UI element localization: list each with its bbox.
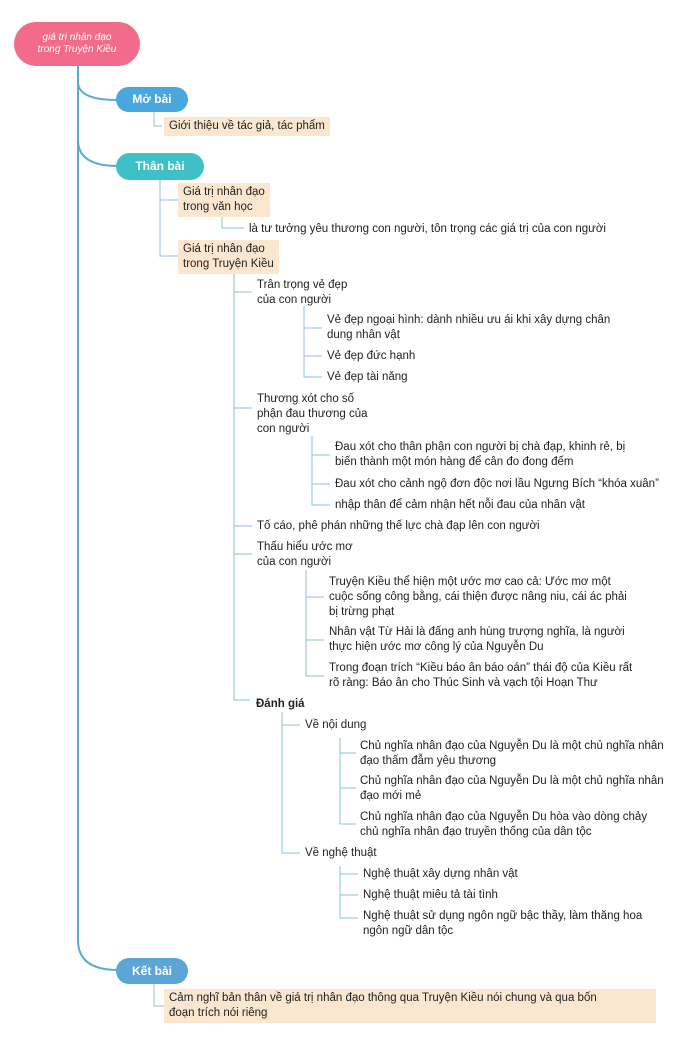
main-branches: [78, 66, 118, 970]
ve-nghe-thuat-node[interactable]: Về nghệ thuật: [305, 847, 377, 859]
thuong-xot-child-2[interactable]: Đau xót cho cảnh ngộ đơn độc nơi lầu Ngưng Bích “khóa xuân”: [335, 478, 659, 490]
thau-hieu-child-3[interactable]: [329, 661, 632, 691]
root-topic-line2: trong Truyện Kiều: [37, 44, 117, 55]
noi-dung-child-2[interactable]: [360, 774, 664, 804]
gia-tri-van-hoc-line2: trong văn học: [183, 201, 253, 213]
ve-noi-dung-node[interactable]: Về nội dung: [305, 719, 367, 731]
danh-gia-node[interactable]: Đánh giá: [256, 698, 305, 710]
tran-trong-child-1-line1: Vẻ đẹp ngoại hình: dành nhiều ưu ái khi xây dựng chân: [327, 314, 611, 326]
thuong-xot-child-3[interactable]: nhập thân để cảm nhận hết nỗi đau của nhân vật: [335, 499, 586, 511]
tran-trong-child-1[interactable]: [327, 313, 610, 343]
nghe-thuat-child-3-line1: Nghệ thuật sử dụng ngôn ngữ bậc thầy, làm thăng hoa: [363, 910, 643, 922]
tran-trong-child-2[interactable]: Vẻ đẹp đức hạnh: [327, 350, 416, 362]
ket-bai-child[interactable]: [164, 989, 656, 1023]
thuong-xot-child-1[interactable]: [335, 440, 625, 470]
tran-trong-line2: của con người: [257, 294, 332, 306]
thau-hieu-child-2-line1: Nhân vật Từ Hải là đấng anh hùng trượng nghĩa, là người: [329, 626, 625, 638]
noi-dung-child-3-line1: Chủ nghĩa nhân đạo của Nguyễn Du hòa vào dòng chảy: [360, 811, 648, 823]
thau-hieu-line2: của con người: [257, 556, 332, 568]
ket-bai-child-line2: đoạn trích nói riêng: [169, 1007, 268, 1019]
to-cao-node[interactable]: Tố cáo, phê phán những thế lực chà đạp lên con người: [257, 520, 540, 532]
nghe-thuat-child-3[interactable]: [363, 909, 642, 939]
gia-tri-van-hoc-line1: Giá trị nhân đạo: [183, 186, 265, 198]
thuong-xot-node[interactable]: [257, 392, 368, 437]
thau-hieu-child-1-line3: bị trừng phạt: [329, 606, 395, 618]
thau-hieu-child-2-line2: thực hiện ước mơ công lý của Nguyễn Du: [329, 641, 544, 653]
mo-bai-child[interactable]: Giới thiệu về tác giả, tác phẩm: [164, 117, 330, 136]
tran-trong-line1: Trân trọng vẻ đẹp: [257, 279, 348, 291]
gia-tri-truyen-kieu-node[interactable]: [178, 240, 279, 274]
thau-hieu-line1: Thấu hiểu ước mơ: [257, 541, 353, 553]
thau-hieu-child-2[interactable]: [329, 625, 625, 655]
thau-hieu-child-1-line1: Truyện Kiều thể hiện một ước mơ cao cả: Ước mơ một: [329, 576, 611, 588]
thau-hieu-child-1-line2: cuộc sống công bằng, cái thiện được nâng niu, cái ác phải: [329, 591, 627, 603]
mo-bai-node[interactable]: Mở bài: [116, 87, 188, 112]
root-topic-line1: giá trị nhân đạo: [42, 32, 112, 43]
root-topic[interactable]: [14, 22, 140, 66]
thuong-xot-line2: phận đau thương của: [257, 408, 368, 420]
thau-hieu-child-3-line2: rõ ràng: Báo ân cho Thúc Sinh và vạch tội Hoạn Thư: [329, 677, 598, 689]
thuong-xot-child-1-line1: Đau xót cho thân phận con người bị chà đạp, khinh rẻ, bị: [335, 441, 626, 453]
noi-dung-child-1[interactable]: [360, 739, 664, 769]
thuong-xot-line1: Thương xót cho số: [257, 393, 355, 405]
nghe-thuat-child-1[interactable]: Nghệ thuật xây dựng nhân vật: [363, 868, 518, 880]
thau-hieu-child-1[interactable]: [329, 575, 627, 620]
thau-hieu-node[interactable]: [257, 540, 353, 570]
nghe-thuat-child-3-line2: ngôn ngữ dân tộc: [363, 925, 454, 937]
noi-dung-child-3[interactable]: [360, 810, 647, 840]
thau-hieu-child-3-line1: Trong đoạn trích “Kiều báo ân báo oán” thái độ của Kiều rất: [329, 662, 633, 674]
thuong-xot-line3: con người: [257, 423, 310, 435]
tran-trong-child-3[interactable]: Vẻ đẹp tài năng: [327, 371, 408, 383]
gia-tri-truyen-kieu-line2: trong Truyện Kiều: [183, 258, 274, 270]
nghe-thuat-child-2[interactable]: Nghệ thuật miêu tả tài tình: [363, 889, 498, 901]
thuong-xot-child-1-line2: biến thành một món hàng để cân đo đong đếm: [335, 456, 574, 468]
gia-tri-truyen-kieu-line1: Giá trị nhân đạo: [183, 243, 265, 255]
noi-dung-child-1-line2: đạo thấm đẫm yêu thương: [360, 755, 497, 767]
tran-trong-child-1-line2: dung nhân vật: [327, 329, 400, 341]
gia-tri-van-hoc-node[interactable]: [178, 183, 270, 217]
noi-dung-child-3-line2: chủ nghĩa nhân đạo truyền thống của dân tộc: [360, 826, 592, 838]
than-bai-node[interactable]: Thân bài: [116, 153, 204, 180]
noi-dung-child-1-line1: Chủ nghĩa nhân đạo của Nguyễn Du là một chủ nghĩa nhân: [360, 740, 664, 752]
ket-bai-child-line1: Cảm nghĩ bản thân về giá trị nhân đạo thông qua Truyện Kiều nói chung và qua bốn: [169, 992, 597, 1004]
ket-bai-node[interactable]: Kết bài: [116, 958, 188, 984]
noi-dung-child-2-line1: Chủ nghĩa nhân đạo của Nguyễn Du là một chủ nghĩa nhân: [360, 775, 664, 787]
noi-dung-child-2-line2: đạo mới mẻ: [360, 790, 422, 802]
gia-tri-van-hoc-child[interactable]: là tư tưởng yêu thương con người, tôn trọng các giá trị của con người: [249, 223, 606, 235]
tran-trong-node[interactable]: [257, 278, 347, 308]
